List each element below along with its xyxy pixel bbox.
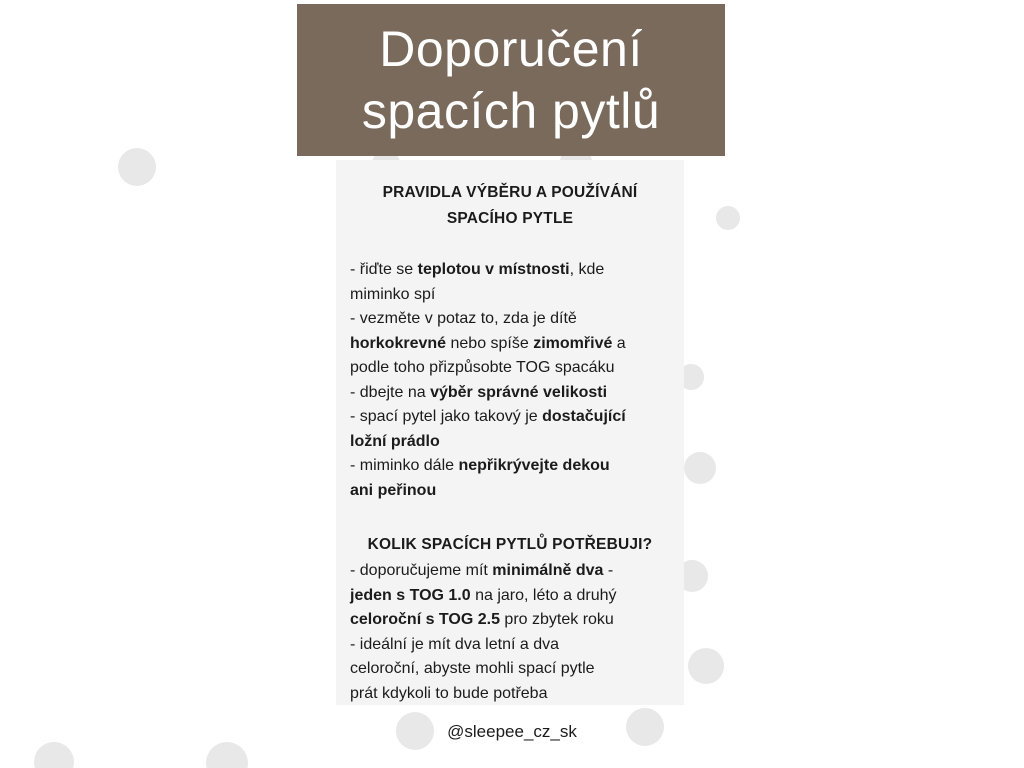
body-line: ložní prádlo <box>350 432 440 450</box>
body-line: - vezměte v potaz to, zda je dítě <box>350 310 577 327</box>
section-2-title: KOLIK SPACÍCH PYTLŮ POTŘEBUJI? <box>367 536 653 553</box>
body-line: jeden s TOG 1.0 na jaro, léto a druhý <box>350 586 617 604</box>
body-line: - miminko dále nepřikrývejte dekou <box>350 457 610 474</box>
section-1-title-line-1: PRAVIDLA VÝBĚRU A POUŽÍVÁNÍ <box>382 184 638 201</box>
decorative-circle <box>118 148 156 186</box>
content-card <box>336 160 684 705</box>
instagram-handle: @sleepee_cz_sk <box>447 722 577 741</box>
body-line: - ideální je mít dva letní a dva <box>350 635 559 653</box>
decorative-circle <box>716 206 740 230</box>
body-line: horkokrevné nebo spíše zimomřivé a <box>350 334 626 352</box>
body-line: - dbejte na výběr správné velikosti <box>350 383 608 401</box>
body-line: podle toho přizpůsobte TOG spacáku <box>350 359 615 376</box>
body-line: - spací pytel jako takový je dostačující <box>350 408 626 425</box>
decorative-circle <box>34 742 74 768</box>
section-1-title <box>356 180 664 232</box>
poster-title-banner <box>297 4 725 156</box>
body-line: celoroční, abyste mohli spací pytle <box>350 660 595 677</box>
decorative-circle <box>684 452 716 484</box>
body-line: celoroční s TOG 2.5 pro zbytek roku <box>350 611 614 628</box>
section-1-title-line-2: SPACÍHO PYTLE <box>446 210 574 227</box>
body-line: - doporučujeme mít minimálně dva - <box>350 562 614 579</box>
poster-title-line-2: spacích pytlů <box>361 83 661 139</box>
decorative-circle <box>206 742 248 768</box>
body-line: - řiďte se teplotou v místnosti, kde <box>350 261 605 278</box>
body-line: ani peřinou <box>350 481 437 499</box>
body-line: miminko spí <box>350 285 436 303</box>
section-1-body <box>350 258 670 503</box>
section-2-body <box>350 559 670 706</box>
decorative-circle <box>688 648 724 684</box>
poster-title-line-1: Doporučení <box>379 21 643 77</box>
body-line: prát kdykoli to bude potřeba <box>350 684 548 702</box>
